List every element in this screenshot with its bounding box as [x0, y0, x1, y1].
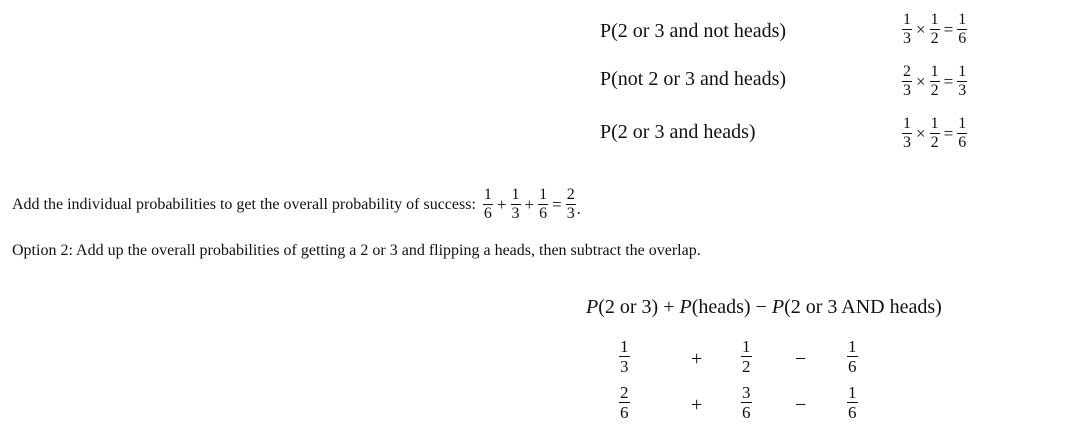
- fraction: $\frac{1}{2}$: [742, 337, 751, 376]
- fraction: $\frac{2}{3}$: [566, 186, 575, 222]
- times-sign: ×: [916, 71, 926, 91]
- fraction: $\frac{3}{6}$: [742, 383, 751, 422]
- option2-paragraph: [12, 242, 701, 260]
- case-label-3: P(2 or 3 and heads): [600, 121, 756, 143]
- option2-text: Option 2: Add up the overall probabilities of getting a 2 or 3 and flipping a heads, then subtract the overlap.: [12, 242, 701, 259]
- plus-sign: +: [691, 348, 703, 370]
- times-sign: ×: [916, 123, 926, 143]
- times-sign: ×: [916, 19, 926, 39]
- case-calc-3: [901, 116, 968, 151]
- equals-sign: =: [943, 71, 954, 91]
- plus-sign: +: [524, 194, 535, 214]
- fraction: $\frac{1}{3}$: [958, 63, 967, 99]
- minus-sign: −: [795, 348, 807, 370]
- fraction: $\frac{1}{6}$: [958, 11, 967, 47]
- case-calc-2: [901, 64, 968, 99]
- minus-sign: −: [795, 394, 807, 416]
- overlap-formula: P(2 or 3) + P(heads) − P(2 or 3 AND heads): [586, 296, 942, 318]
- plus-sign: +: [691, 394, 703, 416]
- fraction: $\frac{2}{3}$: [903, 63, 911, 99]
- case-label-2: P(not 2 or 3 and heads): [600, 68, 787, 90]
- plus-sign: +: [496, 194, 507, 214]
- fraction: $\frac{1}{6}$: [539, 186, 548, 222]
- fraction: $\frac{1}{3}$: [511, 186, 520, 222]
- fraction: $\frac{2}{6}$: [620, 383, 629, 422]
- fraction: $\frac{1}{3}$: [903, 115, 911, 151]
- period: .: [576, 200, 581, 218]
- fraction: $\frac{1}{6}$: [958, 115, 967, 151]
- equals-sign: =: [943, 123, 954, 143]
- sum-paragraph: [12, 187, 581, 222]
- case-label-1: P(2 or 3 and not heads): [600, 20, 787, 42]
- sum-text: Add the individual probabilities to get the overall probability of success:: [12, 195, 476, 213]
- fraction: $\frac{1}{3}$: [903, 11, 911, 47]
- case-calc-1: [901, 12, 968, 47]
- fraction: $\frac{1}{6}$: [483, 186, 492, 222]
- fraction: $\frac{1}{2}$: [930, 115, 939, 151]
- equals-sign: =: [552, 194, 562, 214]
- fraction: $\frac{1}{2}$: [930, 11, 939, 47]
- equals-sign: =: [943, 19, 954, 39]
- fraction: $\frac{1}{3}$: [620, 337, 629, 376]
- fraction: $\frac{1}{6}$: [848, 337, 857, 376]
- fraction: $\frac{1}{6}$: [848, 383, 857, 422]
- fraction: $\frac{1}{2}$: [930, 63, 939, 99]
